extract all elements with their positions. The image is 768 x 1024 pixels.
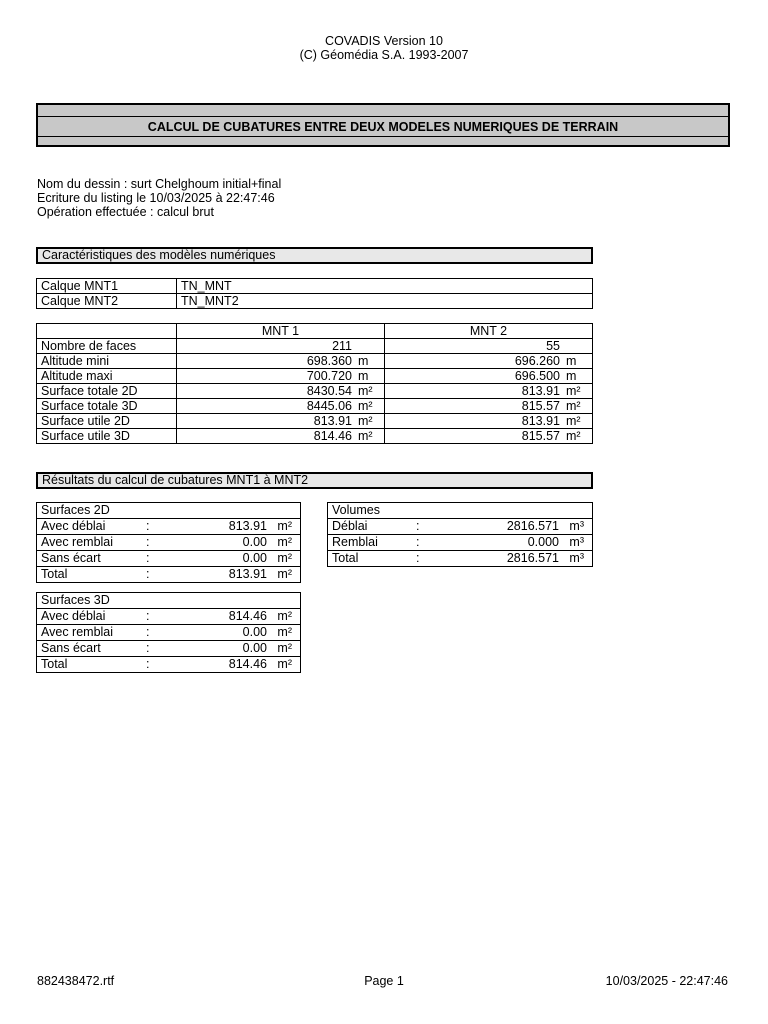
model-value-cell	[385, 429, 593, 444]
model-row-label: Surface totale 2D	[37, 384, 177, 399]
model-value: 696.260	[514, 354, 560, 368]
item-label: Total	[41, 657, 68, 671]
report-title: CALCUL DE CUBATURES ENTRE DEUX MODELES NUMERIQUES DE TERRAIN	[147, 120, 619, 134]
table-row	[37, 384, 593, 399]
layer-label: Calque MNT2	[37, 294, 177, 309]
model-value-cell	[177, 339, 385, 354]
box-title-row	[37, 593, 300, 609]
list-item	[328, 519, 592, 535]
layers-table	[36, 278, 593, 309]
model-row-label: Surface totale 3D	[37, 399, 177, 414]
model-value: 813.91	[521, 384, 560, 398]
listing-date: Ecriture du listing le 10/03/2025 à 22:47:46	[37, 191, 275, 205]
item-colon: :	[146, 551, 150, 565]
list-item	[328, 551, 592, 566]
item-value: 0.00	[242, 625, 267, 639]
item-value: 813.91	[228, 519, 267, 533]
box-title: Surfaces 3D	[41, 593, 110, 607]
model-value-cell	[177, 429, 385, 444]
model-value: 211	[332, 339, 352, 353]
item-value: 2816.571	[506, 519, 559, 533]
item-label: Sans écart	[41, 641, 101, 655]
model-unit: m²	[358, 399, 373, 413]
item-value: 0.000	[527, 535, 559, 549]
model-row-label: Surface utile 2D	[37, 414, 177, 429]
model-value-cell	[385, 339, 593, 354]
item-colon: :	[416, 535, 420, 549]
model-unit: m²	[358, 414, 373, 428]
item-colon: :	[416, 551, 420, 565]
copyright: (C) Géomédia S.A. 1993-2007	[299, 48, 469, 62]
model-value: 8445.06	[306, 399, 352, 413]
model-unit: m²	[566, 414, 581, 428]
model-value-cell	[177, 399, 385, 414]
list-item	[37, 609, 300, 625]
model-value-cell	[177, 369, 385, 384]
item-unit: m³	[569, 519, 584, 533]
list-item	[37, 567, 300, 582]
list-item	[328, 535, 592, 551]
item-value: 813.91	[228, 567, 267, 581]
item-colon: :	[146, 657, 150, 671]
item-colon: :	[146, 567, 150, 581]
item-colon: :	[146, 641, 150, 655]
models-table	[36, 323, 593, 444]
model-row-label: Surface utile 3D	[37, 429, 177, 444]
model-value: 698.360	[306, 354, 352, 368]
item-unit: m²	[277, 657, 292, 671]
drawing-name: Nom du dessin : surt Chelghoum initial+final	[37, 177, 282, 191]
operation: Opération effectuée : calcul brut	[37, 205, 214, 219]
list-item	[37, 641, 300, 657]
item-value: 814.46	[228, 609, 267, 623]
item-label: Total	[41, 567, 68, 581]
model-value: 815.57	[521, 399, 560, 413]
item-unit: m²	[277, 567, 292, 581]
table-row	[37, 279, 593, 294]
model-unit: m	[358, 369, 369, 383]
layer-label: Calque MNT1	[37, 279, 177, 294]
layer-value: TN_MNT2	[177, 294, 593, 309]
item-colon: :	[146, 625, 150, 639]
item-unit: m²	[277, 641, 292, 655]
item-label: Remblai	[332, 535, 378, 549]
table-header-row	[37, 324, 593, 339]
box-title-row	[37, 503, 300, 519]
item-label: Total	[332, 551, 359, 565]
table-row	[37, 414, 593, 429]
model-value-cell	[385, 384, 593, 399]
model-unit: m²	[358, 429, 373, 443]
model-value-cell	[385, 354, 593, 369]
model-value-cell	[177, 384, 385, 399]
list-item	[37, 535, 300, 551]
item-label: Sans écart	[41, 551, 101, 565]
layer-value: TN_MNT	[177, 279, 593, 294]
surfaces-3d-box	[36, 592, 301, 673]
table-row	[37, 294, 593, 309]
item-colon: :	[146, 519, 150, 533]
item-unit: m²	[277, 551, 292, 565]
table-row	[37, 399, 593, 414]
item-label: Avec déblai	[41, 519, 106, 533]
item-unit: m³	[569, 551, 584, 565]
header-mnt2: MNT 2	[385, 324, 593, 339]
model-unit: m	[358, 354, 369, 368]
item-unit: m³	[569, 535, 584, 549]
item-label: Avec remblai	[41, 535, 114, 549]
box-title: Surfaces 2D	[41, 503, 110, 517]
surfaces-2d-box	[36, 502, 301, 583]
item-label: Déblai	[332, 519, 368, 533]
footer-datetime: 10/03/2025 - 22:47:46	[605, 974, 728, 988]
model-value-cell	[177, 354, 385, 369]
footer-filename: 882438472.rtf	[37, 974, 115, 988]
item-colon: :	[416, 519, 420, 533]
software-name: COVADIS Version 10	[325, 34, 443, 48]
table-row	[37, 429, 593, 444]
item-unit: m²	[277, 535, 292, 549]
item-value: 0.00	[242, 535, 267, 549]
section-results-header: Résultats du calcul de cubatures MNT1 à MNT2	[36, 472, 593, 489]
item-value: 0.00	[242, 551, 267, 565]
item-value: 0.00	[242, 641, 267, 655]
report-title-box	[36, 103, 730, 147]
model-value: 55	[546, 339, 560, 353]
box-title: Volumes	[332, 503, 380, 517]
model-unit: m²	[566, 399, 581, 413]
header-mnt1: MNT 1	[177, 324, 385, 339]
item-value: 814.46	[228, 657, 267, 671]
item-colon: :	[146, 609, 150, 623]
model-unit: m	[566, 354, 577, 368]
section-models-header: Caractéristiques des modèles numériques	[36, 247, 593, 264]
footer-page: Page 1	[364, 974, 404, 988]
table-row	[37, 339, 593, 354]
table-row	[37, 354, 593, 369]
model-row-label: Altitude maxi	[37, 369, 177, 384]
item-unit: m²	[277, 625, 292, 639]
item-colon: :	[146, 535, 150, 549]
box-title-row	[328, 503, 592, 519]
model-value: 814.46	[313, 429, 352, 443]
model-value: 8430.54	[306, 384, 352, 398]
model-value-cell	[177, 414, 385, 429]
model-value: 815.57	[521, 429, 560, 443]
model-unit: m²	[566, 429, 581, 443]
item-unit: m²	[277, 519, 292, 533]
item-value: 2816.571	[506, 551, 559, 565]
empty-header-cell	[37, 324, 177, 339]
model-row-label: Nombre de faces	[37, 339, 177, 354]
model-unit: m²	[566, 384, 581, 398]
model-unit: m	[566, 369, 577, 383]
model-value-cell	[385, 369, 593, 384]
model-value-cell	[385, 414, 593, 429]
model-unit: m²	[358, 384, 373, 398]
model-row-label: Altitude mini	[37, 354, 177, 369]
list-item	[37, 519, 300, 535]
table-row	[37, 369, 593, 384]
model-value: 700.720	[306, 369, 352, 383]
list-item	[37, 657, 300, 672]
model-value: 813.91	[521, 414, 560, 428]
model-value-cell	[385, 399, 593, 414]
item-unit: m²	[277, 609, 292, 623]
model-value: 696.500	[514, 369, 560, 383]
model-value: 813.91	[313, 414, 352, 428]
item-label: Avec déblai	[41, 609, 106, 623]
volumes-box	[327, 502, 593, 567]
list-item	[37, 551, 300, 567]
list-item	[37, 625, 300, 641]
item-label: Avec remblai	[41, 625, 114, 639]
